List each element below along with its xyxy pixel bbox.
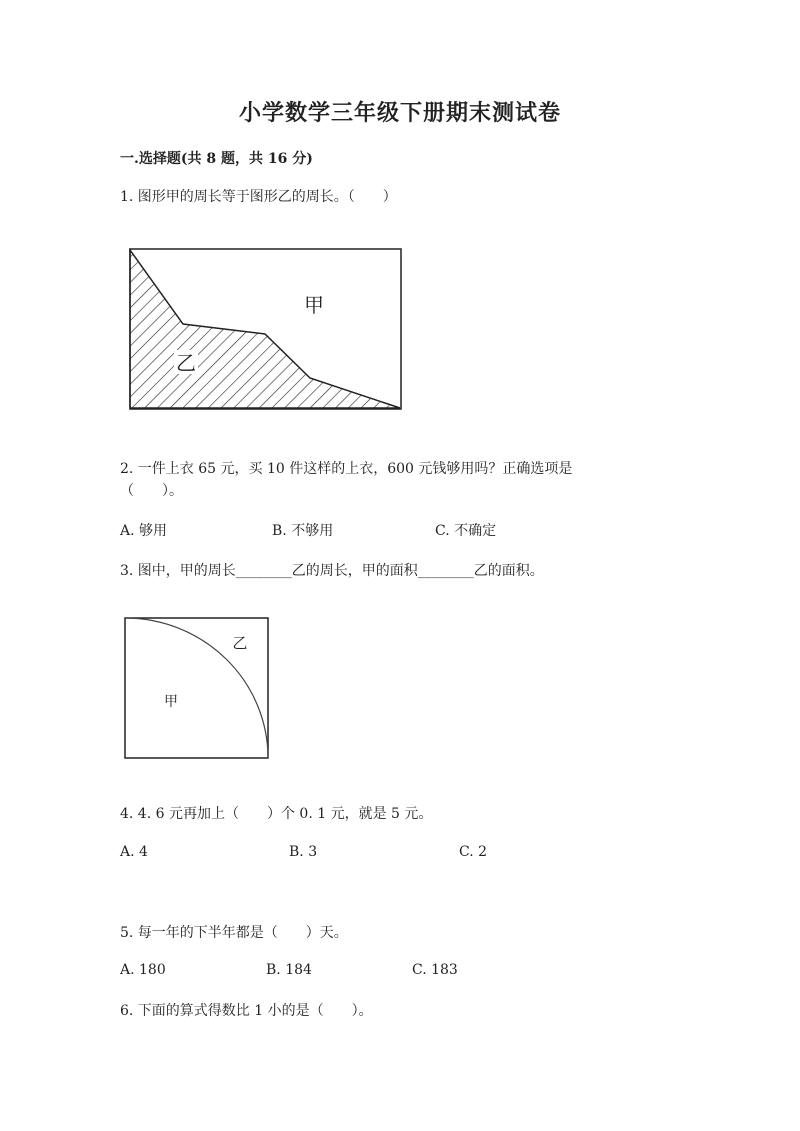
q2-option-b[interactable]: B. 不够用 bbox=[272, 523, 334, 539]
shape-b-hatched bbox=[130, 250, 400, 408]
q4-option-b[interactable]: B. 3 bbox=[289, 844, 318, 860]
question-6: 6. 下面的算式得数比 1 小的是（ ）。 bbox=[120, 1003, 373, 1019]
label-b: 乙 bbox=[176, 351, 196, 375]
q4-option-c[interactable]: C. 2 bbox=[459, 844, 488, 860]
question-4: 4. 4. 6 元再加上（ ）个 0. 1 元，就是 5 元。 bbox=[120, 806, 433, 822]
section-heading: 一.选择题(共 8 题，共 16 分) bbox=[120, 151, 313, 167]
label-a: 甲 bbox=[164, 694, 178, 710]
label-b: 乙 bbox=[232, 634, 248, 652]
q4-option-a[interactable]: A. 4 bbox=[120, 844, 148, 860]
q5-option-a[interactable]: A. 180 bbox=[120, 962, 166, 978]
question-1: 1. 图形甲的周长等于图形乙的周长。（ ） bbox=[120, 189, 397, 205]
q5-option-c[interactable]: C. 183 bbox=[412, 962, 458, 978]
question-2-line-1: 2. 一件上衣 65 元，买 10 件这样的上衣，600 元钱够用吗？正确选项是 bbox=[120, 461, 573, 477]
q5-option-b[interactable]: B. 184 bbox=[266, 962, 312, 978]
label-a: 甲 bbox=[304, 293, 324, 317]
q2-option-a[interactable]: A. 够用 bbox=[120, 523, 168, 539]
question-1-figure bbox=[128, 246, 404, 412]
question-5: 5. 每一年的下半年都是（ ）天。 bbox=[120, 925, 348, 941]
question-3: 3. 图中，甲的周长________乙的周长，甲的面积________乙的面积。 bbox=[120, 563, 544, 579]
q2-option-c[interactable]: C. 不确定 bbox=[435, 523, 497, 539]
question-2-line-2: （ ）。 bbox=[120, 483, 183, 499]
question-3-figure bbox=[123, 616, 271, 760]
page-title: 小学数学三年级下册期末测试卷 bbox=[238, 100, 561, 126]
